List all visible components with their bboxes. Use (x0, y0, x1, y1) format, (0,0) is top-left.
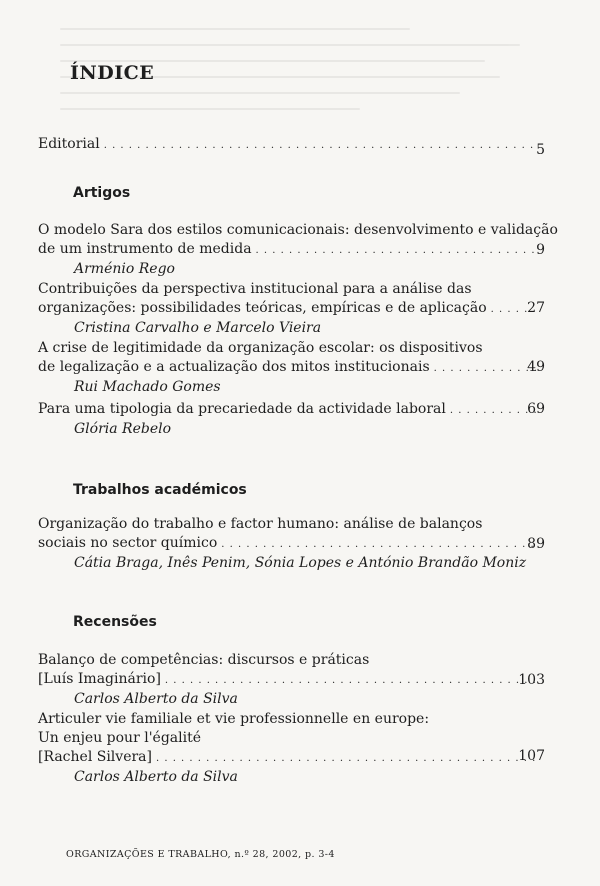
running-footer: ORGANIZAÇÕES E TRABALHO, n.º 28, 2002, p. 3-4 (66, 849, 335, 860)
page-number: 69 (527, 401, 545, 417)
entry-title-line2: sociais no sector químico (38, 535, 218, 551)
toc-entry[interactable] (38, 339, 544, 397)
entry-title-line1: A crise de legitimidade da organização escolar: os dispositivos (38, 340, 483, 356)
page-number: 89 (527, 536, 545, 552)
toc-entry[interactable] (38, 400, 544, 439)
entry-title: Editorial (38, 136, 100, 152)
toc-entry[interactable] (38, 280, 544, 338)
entry-title-line2: de um instrumento de medida (38, 241, 252, 257)
leader-dots (221, 535, 538, 554)
page-number: 9 (536, 242, 545, 258)
entry-author: Cátia Braga, Inês Penim, Sónia Lopes e António Brandão Moniz (74, 555, 527, 571)
page-number: 107 (518, 748, 545, 764)
section-heading-recensoes: Recensões (73, 614, 157, 630)
entry-title-line1: Articuler vie familiale et vie professionnelle en europe: (38, 711, 430, 727)
page-number: 103 (518, 672, 545, 688)
toc-entry-editorial[interactable] (38, 135, 544, 155)
toc-entry[interactable] (38, 221, 558, 279)
entry-title-line1: Organização do trabalho e factor humano: análise de balanços (38, 516, 483, 532)
entry-reviewed-author: [Rachel Silvera] (38, 749, 152, 765)
leader-dots (256, 241, 538, 260)
page-number: 27 (527, 300, 545, 316)
entry-author: Cristina Carvalho e Marcelo Vieira (74, 320, 322, 336)
leader-dots (156, 749, 538, 768)
entry-author: Carlos Alberto da Silva (74, 769, 238, 785)
page-number: 5 (536, 142, 545, 158)
entry-author: Rui Machado Gomes (74, 379, 221, 395)
toc-entry[interactable] (38, 515, 544, 573)
entry-title-line1: O modelo Sara dos estilos comunicacionais: desenvolvimento e validação (38, 222, 558, 238)
section-heading-trabalhos: Trabalhos académicos (73, 482, 247, 498)
leader-dots (165, 671, 538, 690)
toc-entry[interactable] (38, 651, 544, 709)
entry-title-line2: de legalização e a actualização dos mitos institucionais (38, 359, 430, 375)
leader-dots (104, 136, 538, 155)
toc-entry[interactable] (38, 710, 544, 787)
entry-title-line1: Contribuições da perspectiva institucional para a análise das (38, 281, 472, 297)
section-heading-artigos: Artigos (73, 185, 131, 201)
entry-author: Glória Rebelo (74, 421, 172, 437)
entry-author: Arménio Rego (74, 261, 175, 277)
entry-title-line1: Balanço de competências: discursos e práticas (38, 652, 370, 668)
page-title: ÍNDICE (70, 62, 155, 84)
page-number: 49 (527, 359, 545, 375)
entry-title-line2: Un enjeu pour l'égalité (38, 730, 201, 746)
entry-reviewed-author: [Luís Imaginário] (38, 671, 161, 687)
entry-author: Carlos Alberto da Silva (74, 691, 238, 707)
entry-title-line2: organizações: possibilidades teóricas, empíricas e de aplicação (38, 300, 487, 316)
entry-title-line1: Para uma tipologia da precariedade da actividade laboral (38, 401, 446, 417)
